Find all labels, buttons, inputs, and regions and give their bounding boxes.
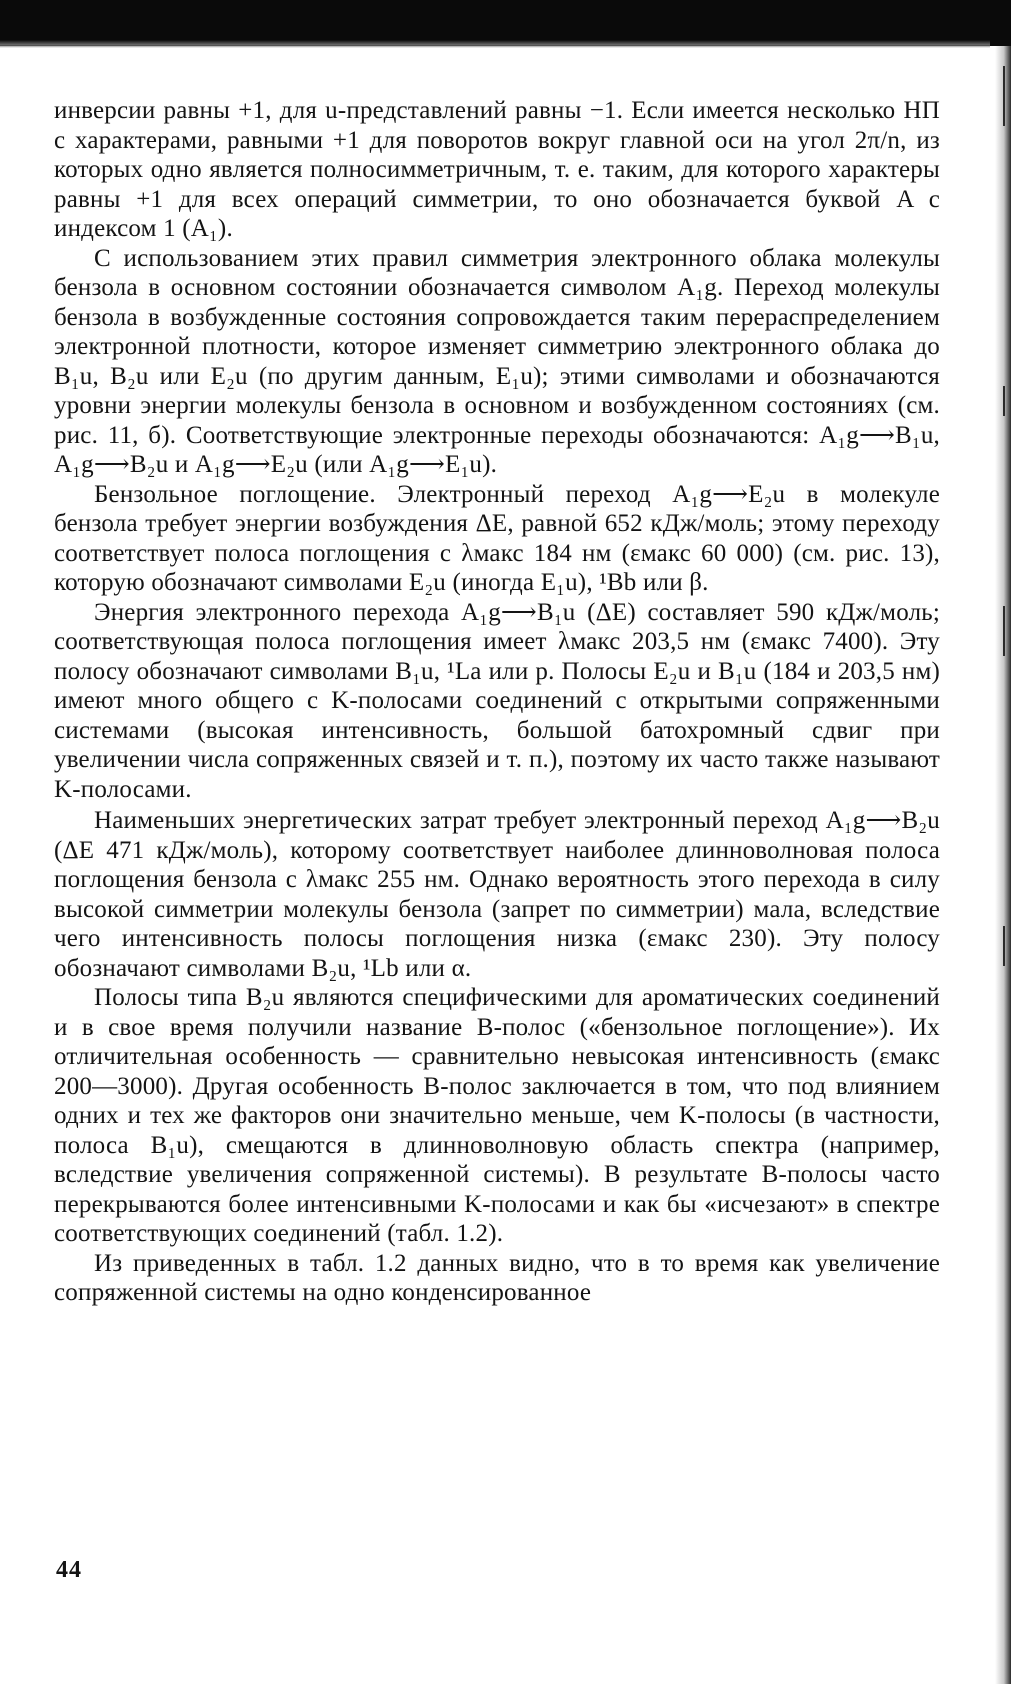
paragraph: Энергия электронного перехода A₁g⟶B₁u (ΔE) составляет 590 кДж/моль; соответствующая полоса поглощения имеет λмакс 203,5 нм (εмакс 7400). Эту полосу обозначают символами B₁u, ¹La или p. Полосы E₂u и B₁u (184 и 203,5 нм) имеют много общего с K-полосами соединений с открытыми сопряженными системами (высокая интенсивность, большой батохромный сдвиг при увеличении числа сопряженных связей и т. п.), поэтому их часто также называют K-полосами.	[54, 598, 940, 803]
scan-edge-mark	[1003, 386, 1005, 416]
paragraph: Полосы типа B₂u являются специфическими для ароматических соединений и в свое время получили название B-полос («бензольное поглощение»). Их отличительная особенность — сравнительно невысокая интенсивность (εмакс 200—3000). Другая особенность B-полос заключается в том, что под влиянием одних и тех же факторов они значительно меньше, чем K-полосы (в частности, полоса B₁u), смещаются в длинноволновую область спектра (например, вследствие увеличения сопряженной системы). В результате B-полосы часто перекрываются более интенсивными K-полосами и как бы «исчезают» в спектре соответствующих соединений (табл. 1.2).	[54, 984, 940, 1247]
paragraph: Из приведенных в табл. 1.2 данных видно, что в то время как увеличение сопряженной системы на одно конденсированное	[54, 1249, 940, 1306]
scan-top-shadow	[0, 40, 990, 48]
paragraph: С использованием этих правил симметрия электронного облака молекулы бензола в основном состоянии обозначается символом A₁g. Переход молекулы бензола в возбужденные состояния сопровождается таким перераспределением электронной плотности, которое изменяет симметрию электронного облака до B₁u, B₂u или E₂u (по другим данным, E₁u); этими символами и обозначаются уровни энергии молекулы бензола в основном и возбужденном состояниях (см. рис. 11, б). Соответствующие электронные переходы обозначаются: A₁g⟶B₁u, A₁g⟶B₂u и A₁g⟶E₂u (или A₁g⟶E₁u).	[54, 244, 940, 478]
page-body	[54, 96, 940, 1308]
page-number: 44	[56, 1557, 82, 1583]
paragraph: Наименьших энергетических затрат требует электронный переход A₁g⟶B₂u (ΔE 471 кДж/моль), которому соответствует наиболее длинноволновая полоса поглощения бензола с λмакс 255 нм. Однако вероятность этого перехода в силу высокой симметрии молекулы бензола (запрет по симметрии) мала, вследствие чего интенсивность полосы поглощения низка (εмакс 230). Эту полосу обозначают символами B₂u, ¹Lb или α.	[54, 807, 940, 982]
paragraph: Бензольное поглощение. Электронный переход A₁g⟶E₂u в молекуле бензола требует энергии возбуждения ΔE, равной 652 кДж/моль; этому переходу соответствует полоса поглощения с λмакс 184 нм (εмакс 60 000) (см. рис. 13), которую обозначают символами E₂u (иногда E₁u), ¹Bb или β.	[54, 480, 940, 596]
scan-edge-mark	[1003, 66, 1005, 126]
scan-edge-mark	[1003, 926, 1005, 966]
scan-right-edge	[995, 46, 1011, 1684]
scan-edge-mark	[1003, 606, 1005, 656]
paragraph: инверсии равны +1, для u-представлений равны −1. Если имеется несколько НП с характерами, равными +1 для поворотов вокруг главной оси на угол 2π/n, из которых одно является полносимметричным, т. е. таким, для которого характеры равны +1 для всех операций симметрии, то оно обозначается буквой A с индексом 1 (A₁).	[54, 97, 940, 242]
